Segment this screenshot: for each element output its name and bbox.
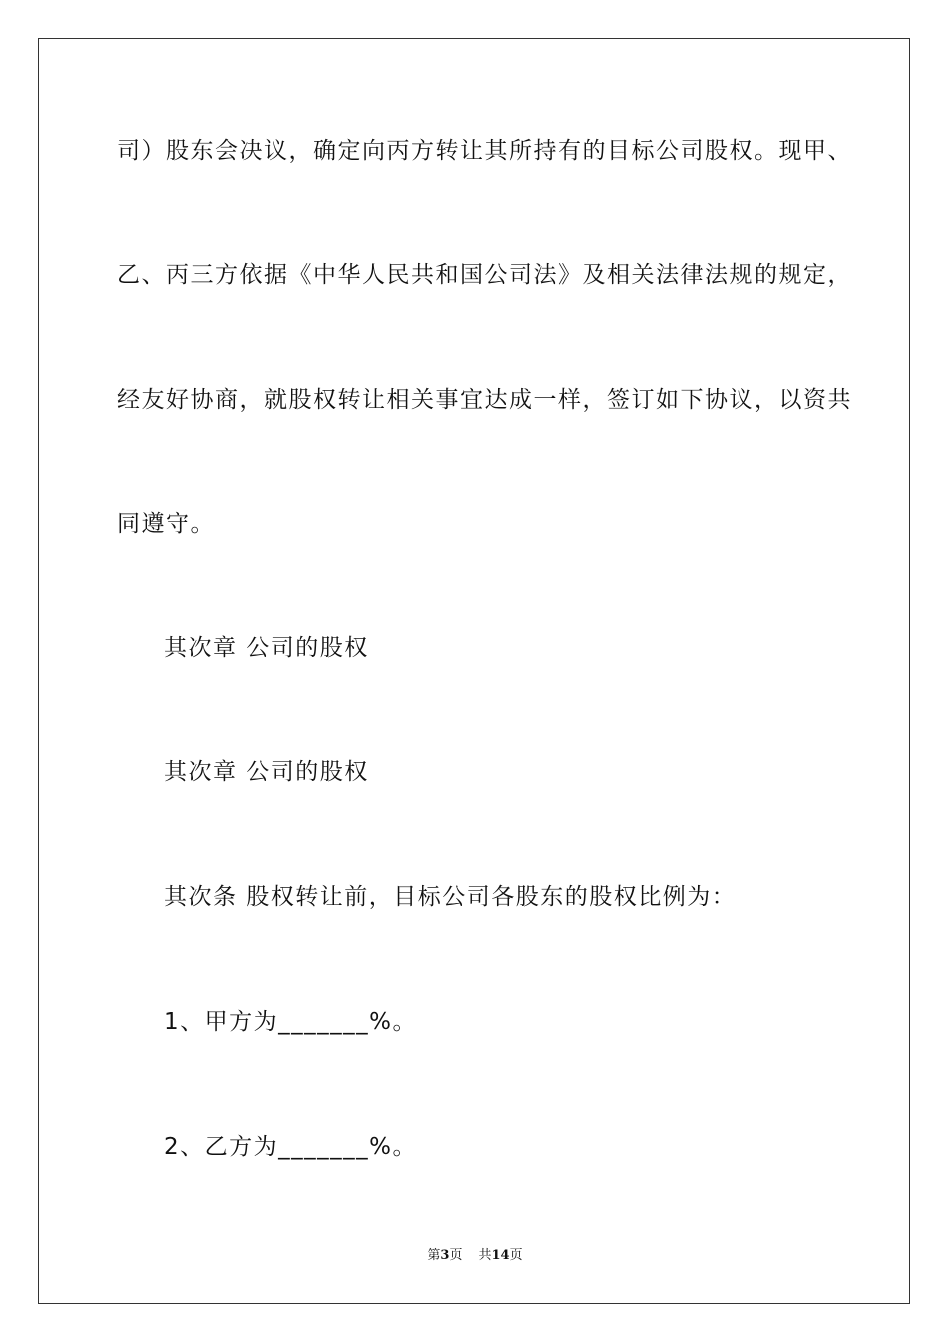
list-item-party-b: 2、乙方为_______%。 [164,1134,417,1160]
footer-page-suffix: 页 [449,1248,463,1263]
body-line-2: 乙、丙三方依据《中华人民共和国公司法》及相关法律法规的规定， [117,262,852,288]
footer-total-pages: 14 [491,1248,510,1263]
list-item-party-a: 1、甲方为_______%。 [164,1009,417,1035]
body-line-3: 经友好协商，就股权转让相关事宜达成一样，签订如下协议，以资共 [117,387,852,413]
chapter-heading-repeat: 其次章 公司的股权 [164,759,369,785]
footer-page-prefix: 第 [427,1248,441,1263]
article-heading: 其次条 股权转让前，目标公司各股东的股权比例为： [164,884,737,910]
body-line-1: 司）股东会决议，确定向丙方转让其所持有的目标公司股权。现甲、 [117,138,852,164]
footer-total-prefix: 共 [478,1248,492,1263]
page-footer [0,1247,950,1265]
page-frame [38,38,910,1304]
chapter-heading: 其次章 公司的股权 [164,635,369,661]
footer-page-number: 3 [440,1248,450,1263]
body-line-4: 同遵守。 [117,511,215,537]
footer-total-suffix: 页 [509,1248,523,1263]
